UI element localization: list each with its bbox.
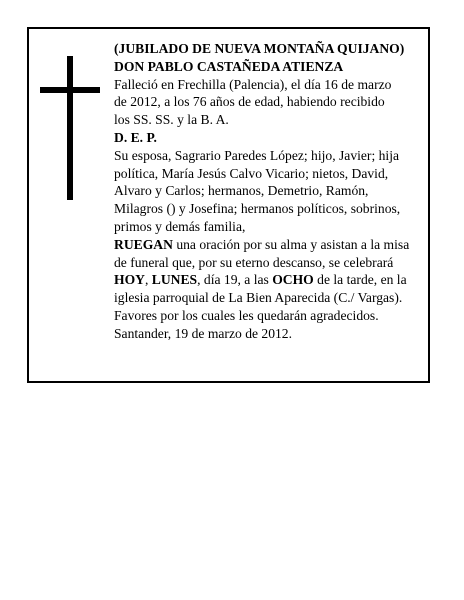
notice-line <box>114 147 424 165</box>
notice-line <box>114 254 424 272</box>
notice-text-segment: Falleció en Frechilla (Palencia), el día 16 de marzo <box>114 76 392 92</box>
notice-text <box>114 40 424 343</box>
notice-line <box>114 218 424 236</box>
notice-line <box>114 271 424 289</box>
notice-bold-text: OCHO <box>272 272 314 288</box>
notice-text-segment: de funeral que, por su eterno descanso, se celebrará <box>114 254 394 270</box>
notice-line <box>114 93 424 111</box>
notice-bold-text: RUEGAN <box>114 236 173 252</box>
notice-text-segment: política, María Jesús Calvo Vicario; nietos, David, <box>114 165 389 181</box>
cross-vertical-bar <box>67 56 73 200</box>
cross-horizontal-bar <box>40 87 100 93</box>
notice-text-segment: Su esposa, Sagrario Paredes López; hijo, Javier; hija <box>114 147 400 163</box>
notice-text-segment: Favores por los cuales les quedarán agradecidos. <box>114 307 379 323</box>
notice-line <box>114 76 424 94</box>
notice-bold-text: DON PABLO CASTAÑEDA ATIENZA <box>114 58 344 74</box>
notice-bold-text: (JUBILADO DE NUEVA MONTAÑA QUIJANO) <box>114 41 405 56</box>
notice-text-segment: , <box>144 272 152 288</box>
notice-text-segment: los SS. SS. y la B. A. <box>114 112 229 128</box>
notice-text-segment: una oración por su alma y asistan a la misa <box>172 236 410 252</box>
notice-line <box>114 129 424 147</box>
notice-line <box>114 111 424 129</box>
cross-icon <box>40 56 100 200</box>
notice-text-segment: , día 19, a las <box>197 272 273 288</box>
notice-bold-text: HOY <box>114 272 145 288</box>
notice-line <box>114 182 424 200</box>
notice-bold-text: D. E. P. <box>114 129 157 145</box>
notice-text-segment: primos y demás familia, <box>114 218 246 234</box>
notice-line <box>114 236 424 254</box>
obituary-notice <box>27 27 430 383</box>
notice-text-segment: Santander, 19 de marzo de 2012. <box>114 325 293 341</box>
notice-line <box>114 307 424 325</box>
notice-text-segment: Milagros () y Josefina; hermanos políticos, sobrinos, <box>114 201 401 217</box>
notice-line <box>114 325 424 343</box>
notice-line <box>114 289 424 307</box>
notice-line <box>114 40 424 58</box>
notice-text-segment: de la tarde, en la <box>313 272 407 288</box>
notice-line <box>114 165 424 183</box>
notice-line <box>114 58 424 76</box>
notice-line <box>114 200 424 218</box>
notice-bold-text: LUNES <box>151 272 198 288</box>
notice-text-segment: Alvaro y Carlos; hermanos, Demetrio, Ramón, <box>114 183 369 199</box>
notice-text-segment: iglesia parroquial de La Bien Aparecida (C./ Vargas). <box>114 290 403 306</box>
notice-text-segment: de 2012, a los 76 años de edad, habiendo recibido <box>114 94 385 110</box>
